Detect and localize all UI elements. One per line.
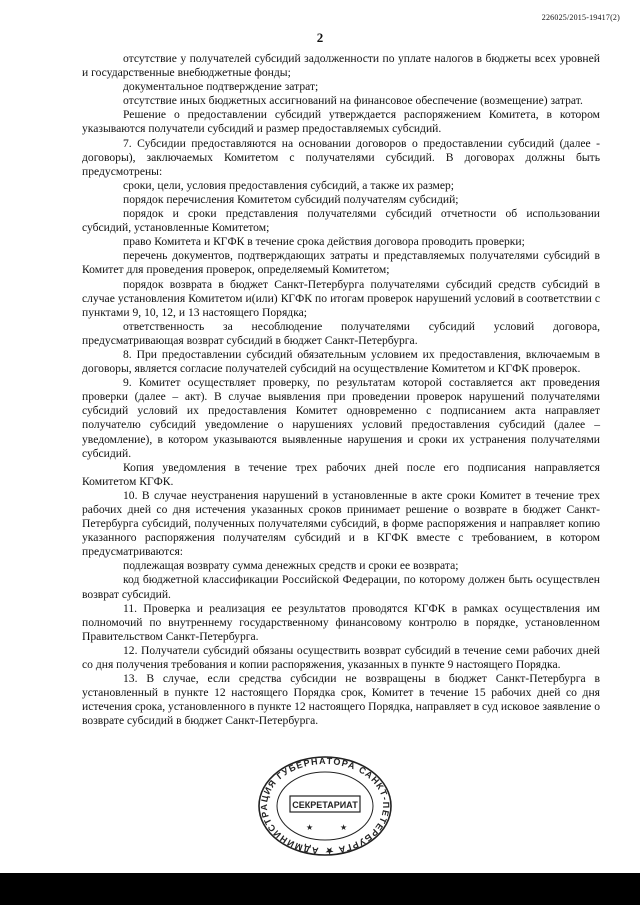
paragraph: документальное подтверждение затрат; xyxy=(123,80,319,94)
paragraph: 10. В случае неустранения нарушений в установленные в акте сроки Комитет в течение трех рабочих дней со дня истечения указанных сроков принимает решение о возврате в бюджет Санкт-Петербурга субсидий, полученных получателями субсидий, в форме распоряжения и направляет копию указанного распоряжения получателям субсидий и в КГФК вместе с требованием, в котором предусматриваются: xyxy=(82,488,600,559)
seal-star-icon: ★ xyxy=(340,823,348,832)
paragraph: Решение о предоставлении субсидий утверждается распоряжением Комитета, в котором указываются получатели субсидий и размер предоставляемых субсидий. xyxy=(82,108,600,136)
paragraph: 13. В случае, если средства субсидии не возвращены в бюджет Санкт-Петербурга в установленный в пункте 12 настоящего Порядка срок, Комитет в течение 15 рабочих дней со дня истечения срока, установленного в пункте 12 настоящего Порядка, направляет в суд исковое заявление о возврате субсидий в бюджет Санкт-Петербурга. xyxy=(82,672,601,728)
paragraph: порядок возврата в бюджет Санкт-Петербурга получателями субсидий средств субсидий в случае установления Комитетом и(или) КГФК по итогам проверок нарушений условий в соответствии с пунктами 9, 10, 12, и 13 настоящего Порядка; xyxy=(82,277,600,319)
paragraph: порядок и сроки представления получателями субсидий отчетности об использовании субсидий, установленные Комитетом; xyxy=(82,207,600,235)
paragraph: сроки, цели, условия предоставления субсидий, а также их размер; xyxy=(123,178,454,192)
seal-center-text: СЕКРЕТАРИАТ xyxy=(292,800,358,810)
official-seal-stamp xyxy=(256,756,394,860)
paragraph: подлежащая возврату сумма денежных средств и сроки ее возврата; xyxy=(123,559,459,573)
paragraph: перечень документов, подтверждающих затраты и представляемых получателями субсидий в Комитет для проведения проверок, определяемый Комитетом; xyxy=(82,249,600,277)
seal-ring-text: АДМИНИСТРАЦИЯ ГУБЕРНАТОРА САНКТ-ПЕТЕРБУРГА ★ xyxy=(258,756,392,857)
seal-graphic xyxy=(256,756,394,860)
paragraph: отсутствие у получателей субсидий задолженности по уплате налогов в бюджеты всех уровней и государственные внебюджетные фонды; xyxy=(82,52,600,80)
paragraph: 7. Субсидии предоставляются на основании договоров о предоставлении субсидий (далее - договоры), заключаемых Комитетом с получателями субсидий. В договорах должны быть предусмотрены: xyxy=(82,136,600,178)
paragraph: 8. При предоставлении субсидий обязательным условием их предоставления, включаемым в договоры, является согласие получателей субсидий на осуществление Комитетом и КГФК проверок. xyxy=(82,347,600,376)
paragraph: 12. Получатели субсидий обязаны осуществить возврат субсидий в течение семи рабочих дней со дня получения требования и копии распоряжения, указанных в пункте 9 настоящего Порядка. xyxy=(82,643,600,672)
paragraph: 9. Комитет осуществляет проверку, по результатам которой составляется акт проведения проверки (далее – акт). В случае выявления при проведении проверок нарушений получателями субсидий условий их предоставления Комитет одновременно с подписанием акта направляет получателю субсидий уведомление о нарушениях условий предоставления субсидий (далее – уведомление), в котором указываются выявленные нарушения и сроки их устранения получателями субсидий. xyxy=(82,376,600,460)
seal-star-icon: ★ xyxy=(306,823,314,832)
paragraph: Копия уведомления в течение трех рабочих дней после его подписания направляется Комитетом КГФК. xyxy=(82,460,600,488)
page-number: 2 xyxy=(316,30,324,45)
paragraph: 11. Проверка и реализация ее результатов проводятся КГФК в рамках осуществления им полномочий по внутреннему государственному финансовому контролю в порядке, установленном Правительством Санкт-Петербурга. xyxy=(82,601,600,643)
paragraph: право Комитета и КГФК в течение срока действия договора проводить проверки; xyxy=(123,235,525,249)
paragraph: отсутствие иных бюджетных ассигнований на финансовое обеспечение (возмещение) затрат. xyxy=(123,94,583,108)
document-id: 226025/2015-19417(2) xyxy=(541,13,620,22)
paragraph: ответственность за несоблюдение получателями субсидий условий договора, предусматривающая возврат субсидий в бюджет Санкт-Петербурга. xyxy=(82,319,600,347)
paragraph: порядок перечисления Комитетом субсидий получателям субсидий; xyxy=(123,192,459,206)
paragraph: код бюджетной классификации Российской Федерации, по которому должен быть осуществлен возврат субсидий. xyxy=(82,573,600,601)
scan-bottom-border xyxy=(0,873,640,905)
document-body xyxy=(82,52,600,729)
